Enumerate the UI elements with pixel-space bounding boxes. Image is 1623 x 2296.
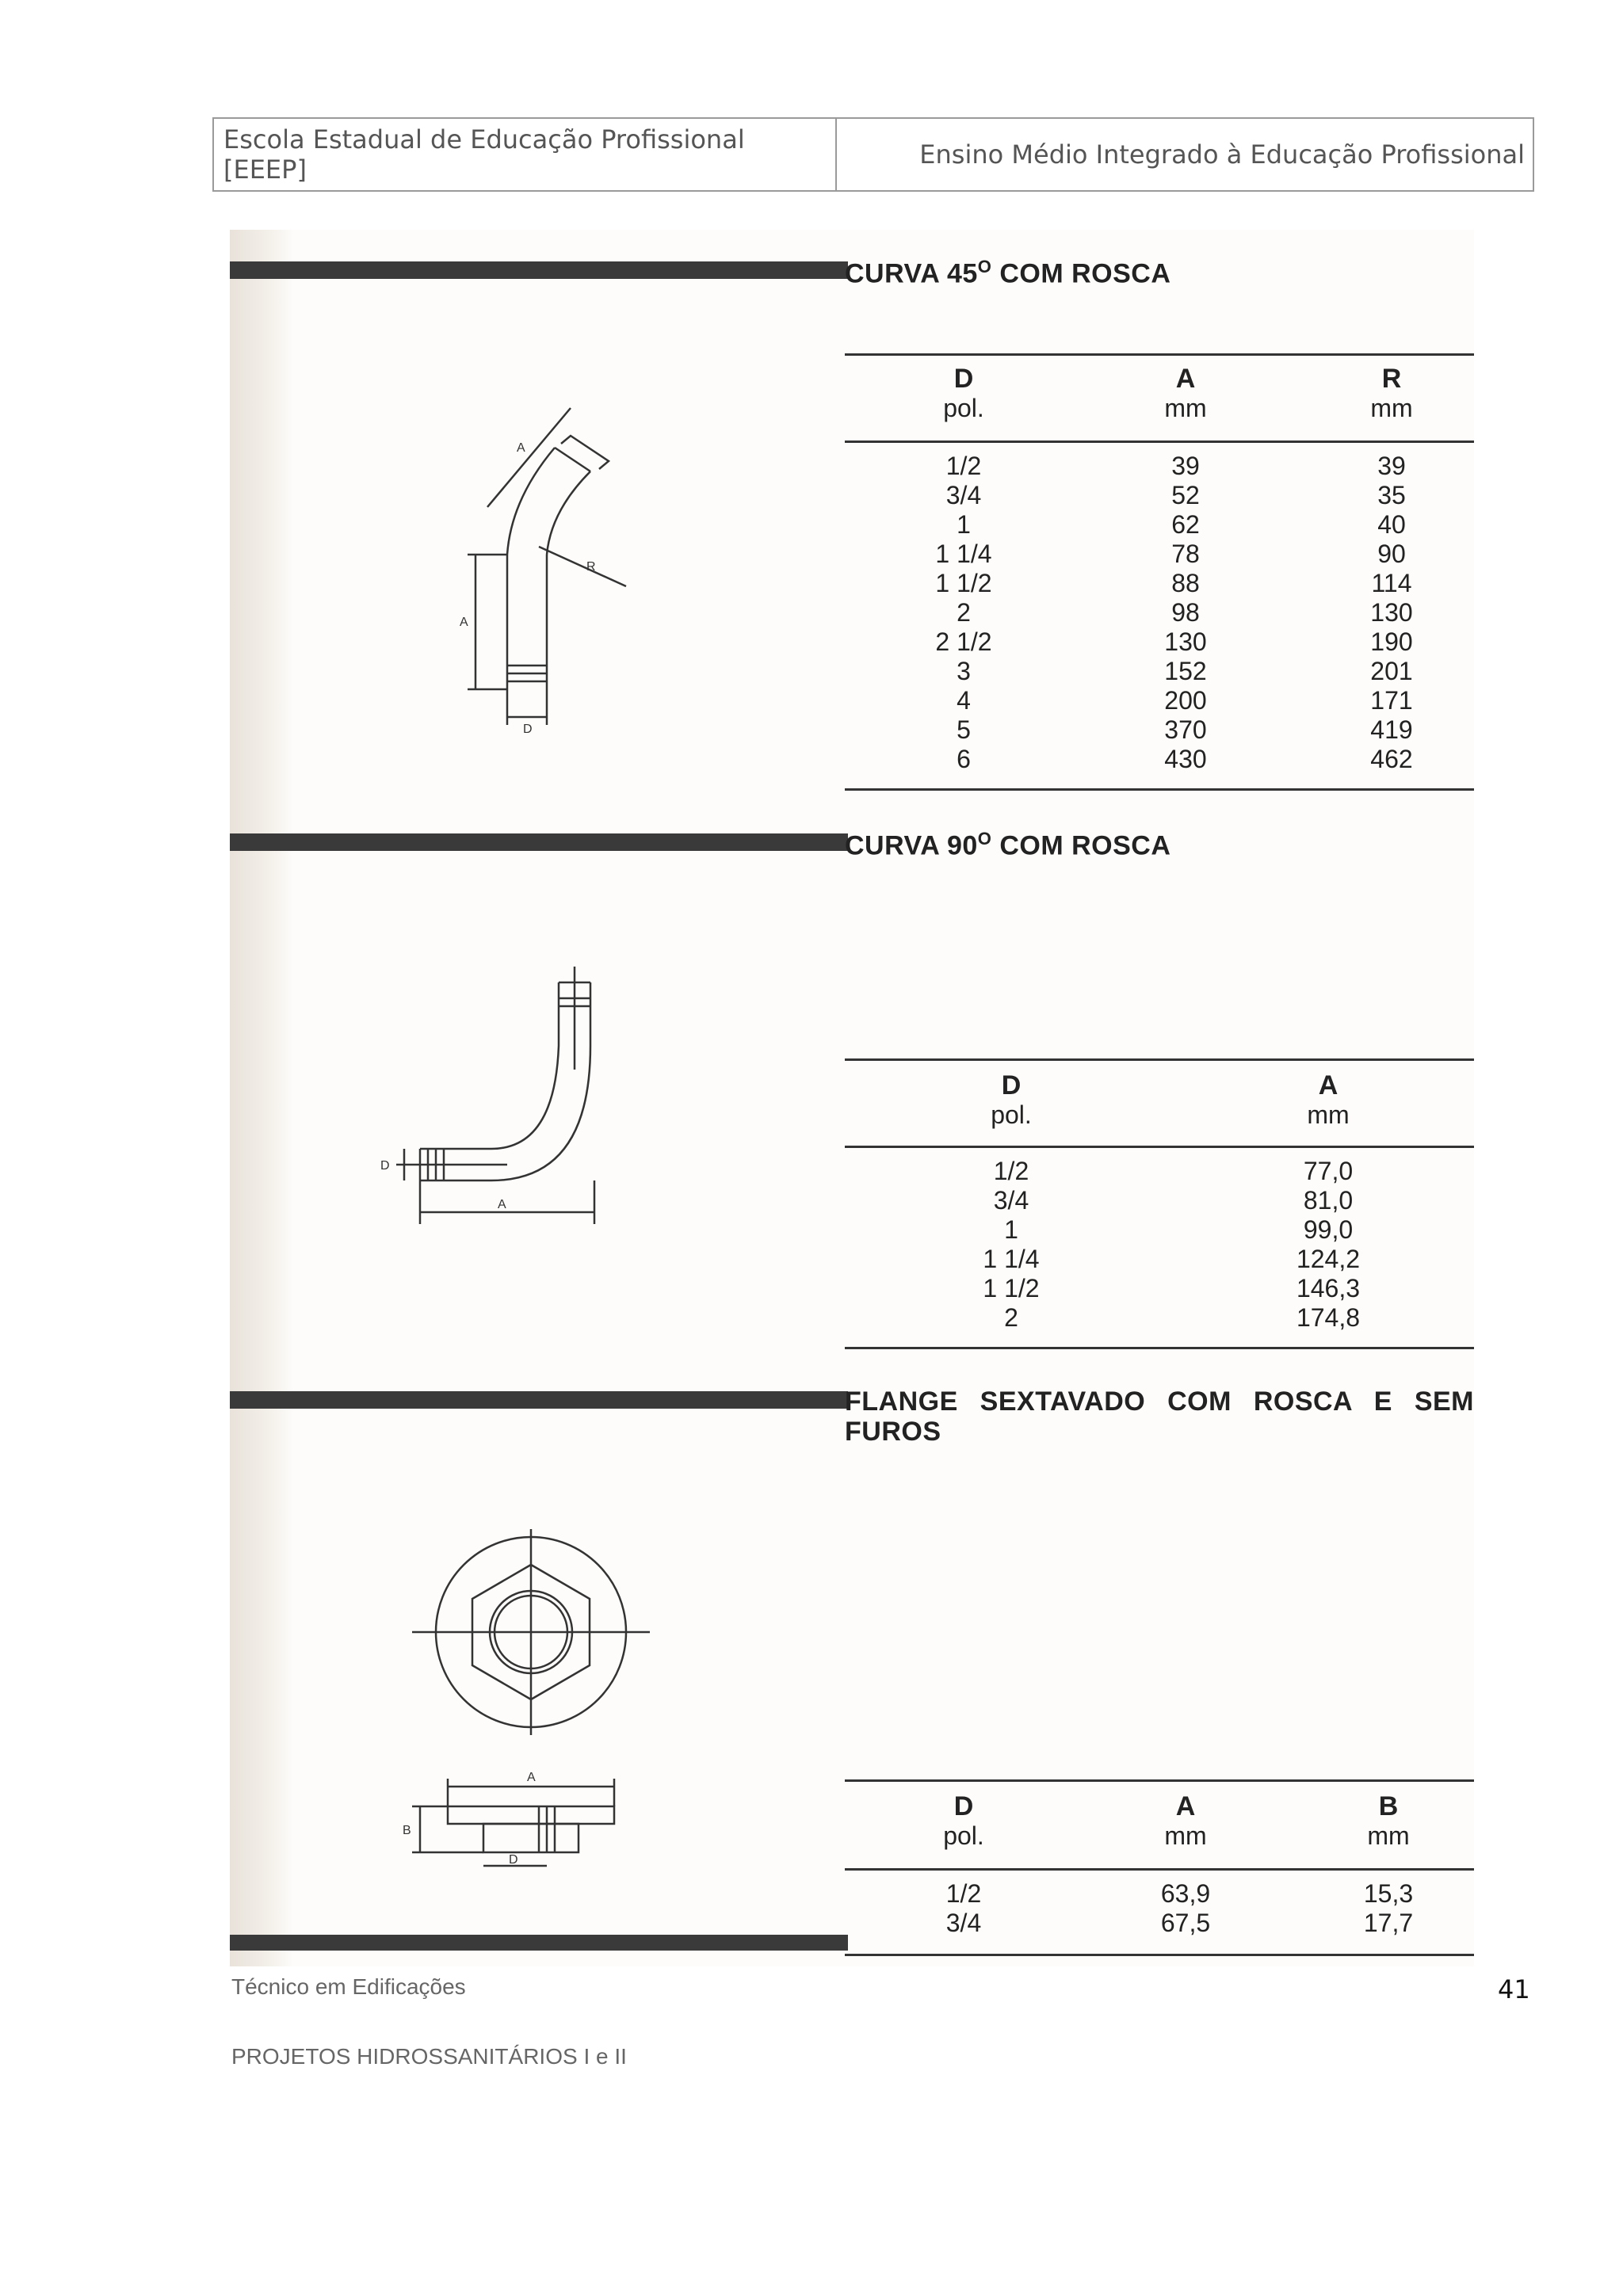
table-bottom-rule [845, 788, 1474, 791]
dim-label-b: B [403, 1824, 411, 1837]
footer-course: Técnico em Edificações [231, 1974, 466, 1999]
col-d-values: 1/2 3/4 1 1 1/4 1 1/2 2 2 1/2 3 4 5 6 [935, 452, 992, 773]
dim-label-a: A [498, 1198, 506, 1211]
dim-label-a2: A [517, 441, 525, 455]
col-r-header: R mm [1370, 364, 1413, 422]
dim-label-a: A [527, 1771, 536, 1784]
table-header-rule [845, 441, 1474, 443]
section-bar [230, 261, 848, 279]
school-name: Escola Estadual de Educação Profissional [EEEP] [214, 119, 837, 190]
col-d-values: 1/2 3/4 [945, 1879, 982, 1937]
footer-document-title: PROJETOS HIDROSSANITÁRIOS I e II [231, 2044, 627, 2069]
table-curva-45 [845, 353, 1474, 773]
col-a-header: A mm [1164, 364, 1207, 422]
section-bar [230, 1391, 848, 1409]
dim-label-d: D [523, 723, 533, 736]
section-title-curva-90: CURVA $90^O$ COM ROSCA [845, 829, 1171, 861]
scan-edge-shade [230, 230, 293, 1966]
col-d-header: D pol. [991, 1070, 1032, 1129]
table-bottom-rule [845, 1954, 1474, 1956]
dim-label-a: A [460, 616, 468, 629]
page-number: 41 [1498, 1974, 1530, 2004]
program-name: Ensino Médio Integrado à Educação Profissional [919, 139, 1525, 170]
table-header-rule [845, 1868, 1474, 1871]
col-b-values: 15,3 17,7 [1363, 1879, 1414, 1937]
table-header-rule [845, 1146, 1474, 1148]
col-d-header: D pol. [943, 1791, 984, 1850]
col-r-values: 39 35 40 90 114 130 190 201 171 419 462 [1370, 452, 1413, 773]
section-title-flange: FLANGE SEXTAVADO COM ROSCA E SEM FUROS [845, 1386, 1474, 1447]
col-a-header: A mm [1307, 1070, 1350, 1129]
col-a-values: 77,0 81,0 99,0 124,2 146,3 174,8 [1296, 1157, 1361, 1332]
table-top-rule [845, 1779, 1474, 1782]
table-top-rule [845, 353, 1474, 356]
dim-label-d: D [509, 1853, 518, 1867]
curva-90-drawing [349, 967, 682, 1244]
dim-label-r: R [586, 560, 596, 574]
flange-drawing [388, 1529, 674, 1878]
col-d-values: 1/2 3/4 1 1 1/4 1 1/2 2 [983, 1157, 1040, 1332]
section-title-curva-45: CURVA $45^O$ COM ROSCA [845, 257, 1171, 289]
col-a-values: 63,9 67,5 [1160, 1879, 1211, 1937]
col-d-header: D pol. [943, 364, 984, 422]
col-a-header: A mm [1164, 1791, 1207, 1850]
table-bottom-rule [845, 1347, 1474, 1349]
col-b-header: B mm [1367, 1791, 1410, 1850]
section-bar [230, 833, 848, 851]
col-a-values: 39 52 62 78 88 98 130 152 200 370 430 [1164, 452, 1207, 773]
table-top-rule [845, 1058, 1474, 1061]
curva-45-drawing [428, 388, 674, 737]
scanned-catalog-page [230, 230, 1474, 1966]
dim-label-d: D [380, 1159, 390, 1173]
section-bar [230, 1935, 848, 1951]
page-header [212, 117, 1534, 192]
